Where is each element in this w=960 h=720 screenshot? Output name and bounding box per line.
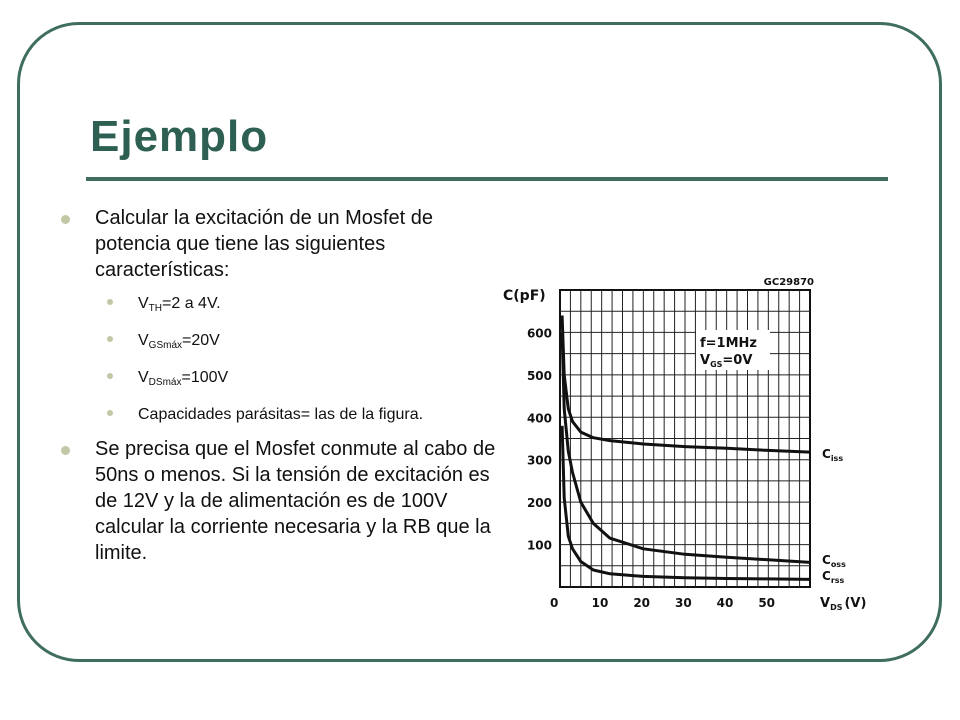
series-label-sub: iss (830, 454, 844, 463)
y-tick-label: 600 (526, 326, 552, 341)
series-label-coss (822, 553, 846, 569)
condition-vgs-main: V (700, 353, 711, 368)
capacitance-chart (500, 268, 880, 613)
y-axis-label: C(pF) (503, 288, 546, 304)
condition-vgs (700, 353, 752, 369)
condition-frequency: f=1MHz (700, 336, 757, 351)
bullet-item: Calcular la excitación de un Mosfet de potencia que tiene las siguientes características: (60, 205, 510, 283)
sub-bullet-main: V (138, 369, 149, 386)
series-line-ciss (562, 316, 810, 453)
series-label-main: C (822, 553, 831, 567)
sub-bullet-main: V (138, 295, 149, 312)
y-tick-label: 100 (526, 538, 552, 553)
sub-bullet-rest: =2 a 4V. (162, 295, 221, 312)
x-tick-label: 50 (758, 596, 776, 610)
x-tick-label: 30 (675, 596, 692, 610)
x-tick-labels (550, 596, 775, 610)
y-tick-label: 500 (526, 368, 552, 383)
y-tick-label: 200 (526, 496, 552, 511)
slide-title: Ejemplo (90, 112, 269, 161)
y-tick-label: 300 (526, 453, 552, 468)
series-label-sub: rss (830, 576, 845, 585)
condition-vgs-rest: =0V (722, 353, 753, 368)
x-axis-label-unit: (V) (844, 596, 867, 611)
sub-bullet-rest: =20V (182, 332, 220, 349)
sub-bullet-rest: =100V (181, 369, 229, 386)
sub-bullet-item: Capacidades parásitas= las de la figura. (60, 404, 510, 425)
series-label-main: C (822, 569, 831, 583)
x-axis-label-main: V (820, 596, 831, 611)
series-label-ciss (822, 447, 843, 463)
sub-bullet-sub: TH (148, 303, 163, 314)
x-tick-label: 40 (716, 596, 734, 610)
y-tick-label: 400 (526, 411, 552, 426)
sub-bullet-item (60, 330, 510, 356)
series-label-main: C (822, 447, 831, 461)
bullet-item: Se precisa que el Mosfet conmute al cabo de 50ns o menos. Si la tensión de excitación es de 12V y la de alimentación es de 100V calcular la corriente necesaria y la RB que la limite. (60, 436, 510, 566)
x-tick-label: 10 (591, 596, 609, 610)
title-divider (86, 177, 888, 181)
bullet-list (60, 205, 510, 576)
sub-bullet-item (60, 367, 510, 393)
chart-code-label: GC29870 (763, 277, 814, 288)
series-label-crss (822, 569, 845, 585)
sub-bullet-item (60, 293, 510, 319)
chart-curves (562, 316, 810, 580)
sub-bullet-sub: GSmáx (148, 340, 183, 351)
x-tick-label: 0 (550, 596, 559, 610)
x-axis-label-sub: DS (830, 603, 843, 612)
x-tick-label: 20 (633, 596, 651, 610)
sub-bullet-main: V (138, 332, 149, 349)
sub-bullet-sub: DSmáx (148, 377, 182, 388)
condition-vgs-sub: GS (710, 360, 723, 369)
y-tick-labels (527, 326, 552, 552)
series-label-sub: oss (830, 560, 846, 569)
x-axis-label (820, 596, 866, 612)
